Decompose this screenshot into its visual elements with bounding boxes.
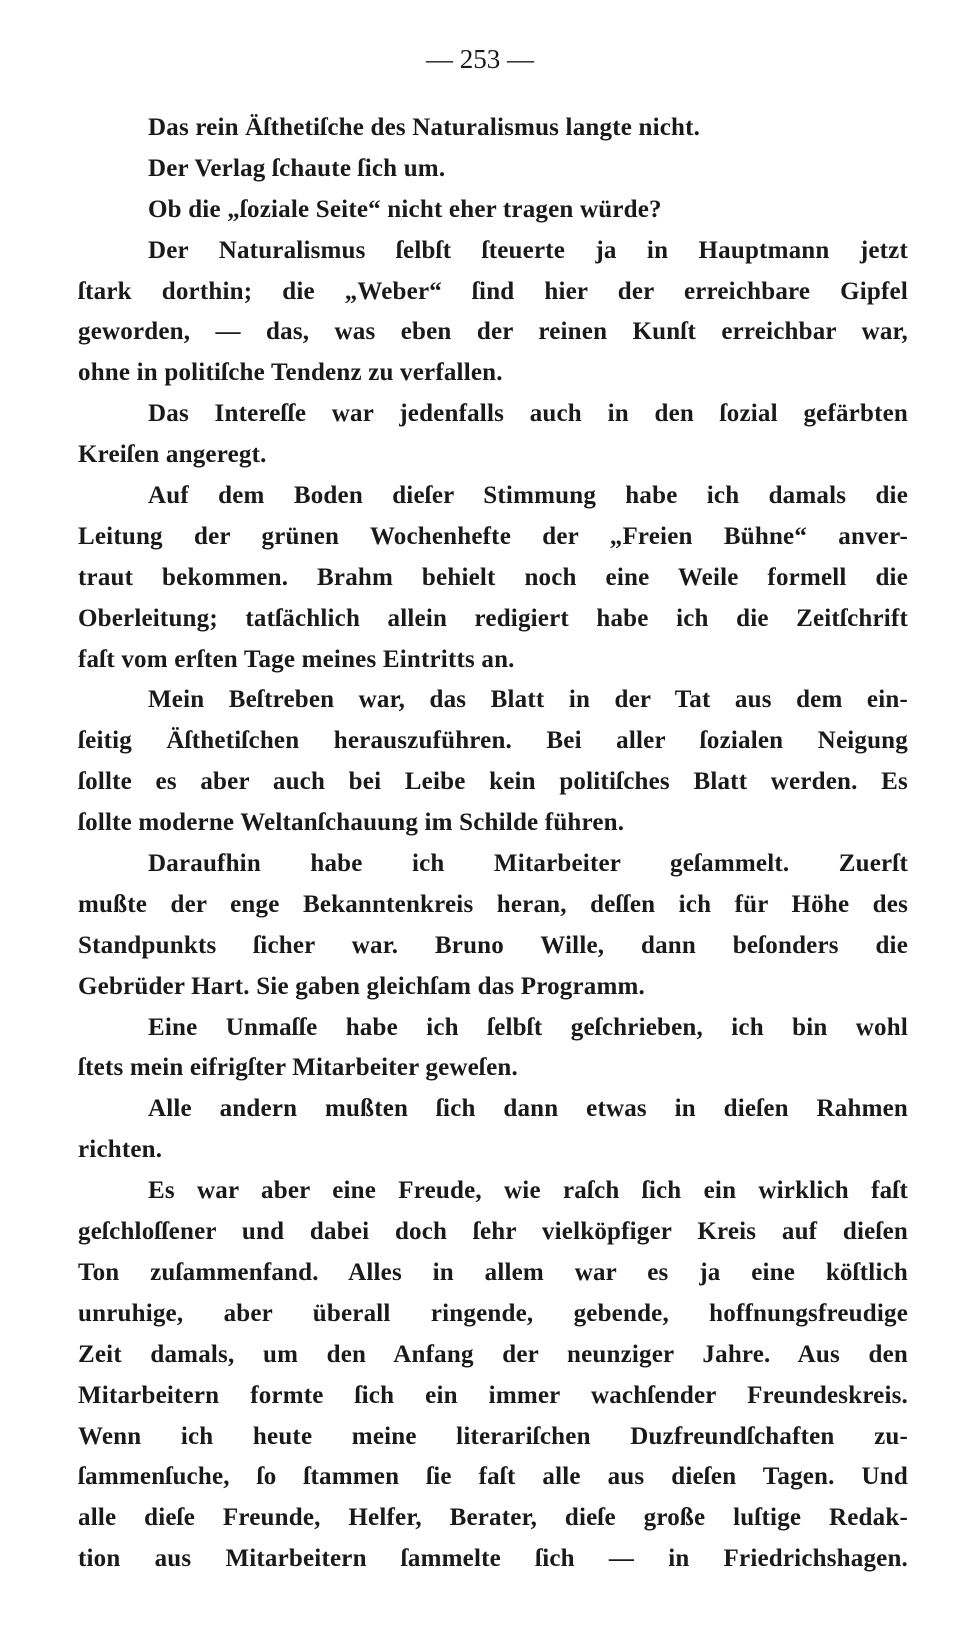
text-line: Mitarbeitern formte ſich ein immer wachſender Freundeskreis. (78, 1381, 908, 1409)
text-line: richten. (78, 1136, 163, 1164)
text-line: ohne in politiſche Tendenz zu verfallen. (78, 359, 503, 387)
text-line: ſtark dorthin; die „Weber“ ſind hier der erreichbare Gipfel (78, 277, 908, 305)
text-line: ſollte moderne Weltanſchauung im Schilde führen. (78, 809, 625, 837)
text-line: Daraufhin habe ich Mitarbeiter geſammelt. Zuerſt (148, 850, 908, 878)
text-line: Ton zuſammenfand. Alles in allem war es ja eine köſtlich (78, 1258, 908, 1286)
text-line: faſt vom erſten Tage meines Eintritts an. (78, 645, 515, 673)
text-line: traut bekommen. Brahm behielt noch eine Weile formell die (78, 563, 908, 591)
text-line: ſammenſuche, ſo ſtammen ſie faſt alle aus dieſen Tagen. Und (78, 1463, 908, 1491)
text-line: geworden, — das, was eben der reinen Kunſt erreichbar war, (78, 318, 908, 346)
text-line: Gebrüder Hart. Sie gaben gleichſam das Programm. (78, 972, 645, 1000)
text-line: Leitung der grünen Wochenhefte der „Freien Bühne“ anver- (78, 522, 908, 550)
text-line: Alle andern mußten ſich dann etwas in dieſen Rahmen (148, 1095, 908, 1123)
text-line: alle dieſe Freunde, Helfer, Berater, dieſe große luſtige Redak- (78, 1504, 908, 1532)
text-line: ſtets mein eifrigſter Mitarbeiter geweſen. (78, 1054, 518, 1082)
text-line: Der Naturalismus ſelbſt ſteuerte ja in Hauptmann jetzt (148, 236, 908, 264)
text-line: mußte der enge Bekanntenkreis heran, deſſen ich für Höhe des (78, 890, 908, 918)
text-line: unruhige, aber überall ringende, gebende, hoffnungsfreudige (78, 1299, 908, 1327)
text-line: Das rein Äſthetiſche des Naturalismus langte nicht. (148, 114, 701, 141)
text-line: Kreiſen angeregt. (78, 441, 267, 469)
text-line: tion aus Mitarbeitern ſammelte ſich — in Friedrichshagen. (78, 1545, 908, 1573)
text-line: Oberleitung; tatſächlich allein redigiert habe ich die Zeitſchrift (78, 604, 908, 632)
text-line: geſchloſſener und dabei doch ſehr vielköpfiger Kreis auf dieſen (78, 1218, 908, 1246)
text-line: ſeitig Äſthetiſchen herauszuführen. Bei aller ſozialen Neigung (78, 727, 908, 755)
text-line: ſollte es aber auch bei Leibe kein politiſches Blatt werden. Es (78, 768, 908, 796)
text-line: Das Intereſſe war jedenfalls auch in den ſozial gefärbten (148, 400, 908, 428)
text-line: Standpunkts ſicher war. Bruno Wille, dann beſonders die (78, 931, 908, 959)
text-line: Der Verlag ſchaute ſich um. (148, 154, 446, 182)
text-line: Es war aber eine Freude, wie raſch ſich ein wirklich faſt (148, 1177, 908, 1205)
text-line: Ob die „ſoziale Seite“ nicht eher tragen würde? (148, 195, 662, 223)
text-line: Zeit damals, um den Anfang der neunziger Jahre. Aus den (78, 1340, 908, 1368)
page-body (78, 108, 908, 1580)
text-line: Wenn ich heute meine literariſchen Duzfreundſchaften zu- (78, 1422, 908, 1450)
text-line: Eine Unmaſſe habe ich ſelbſt geſchrieben, ich bin wohl (148, 1013, 908, 1041)
text-line: Auf dem Boden dieſer Stimmung habe ich damals die (148, 482, 908, 510)
page-number: — 253 — (426, 44, 534, 74)
text-line: Mein Beſtreben war, das Blatt in der Tat aus dem ein- (148, 686, 908, 714)
